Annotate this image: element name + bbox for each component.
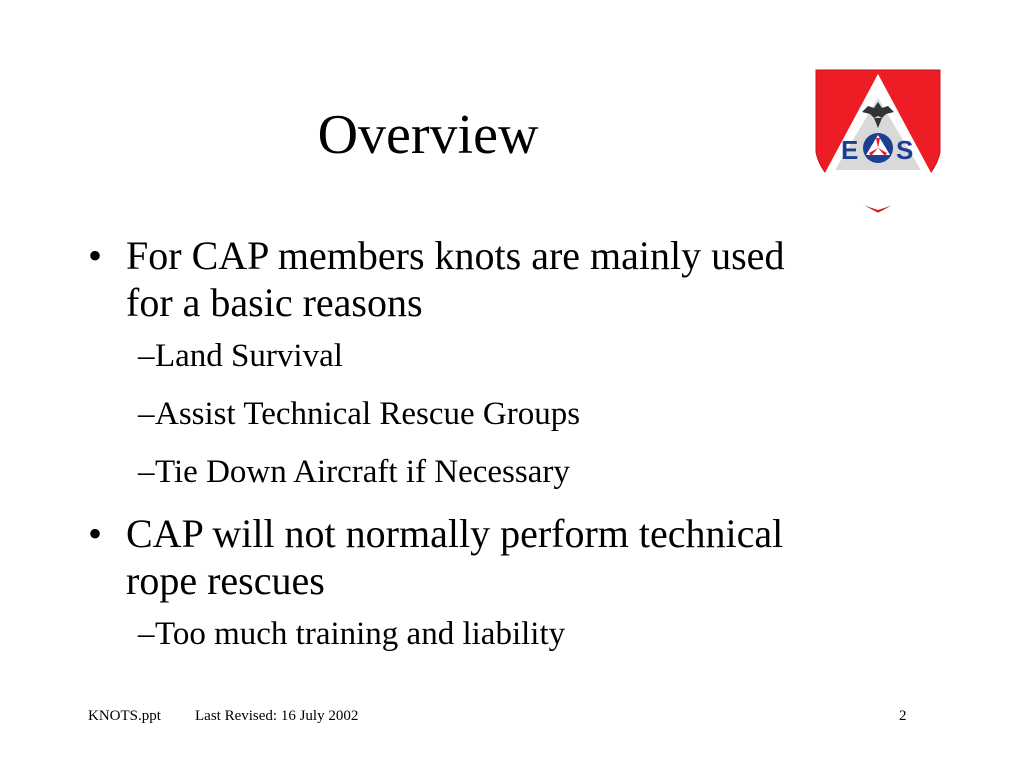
bullet-item-1 [88, 232, 918, 326]
sub-item-text: Land Survival [155, 338, 343, 374]
sub-item-tie-down [88, 452, 918, 492]
ces-emergency-services-shield-icon [810, 66, 946, 214]
emergency-services-logo [810, 66, 946, 214]
sub-item-text: Too much training and liability [155, 616, 566, 652]
sub-item-text: Tie Down Aircraft if Necessary [155, 454, 570, 490]
bullet-text-2a: CAP will not normally perform technical [126, 511, 784, 556]
bullet-icon: • [88, 233, 103, 278]
footer-filename: KNOTS.ppt [88, 708, 161, 724]
bullet-list [88, 232, 918, 672]
logo-letter-s: S [896, 135, 914, 165]
footer-revised-date: Last Revised: 16 July 2002 [195, 708, 359, 724]
sub-item-text: Assist Technical Rescue Groups [155, 396, 581, 432]
dash-icon: – [138, 338, 155, 374]
slide-title: Overview [317, 104, 539, 166]
dash-icon: – [138, 454, 155, 490]
sub-item-land-survival [88, 336, 918, 376]
bullet-icon: • [88, 511, 103, 556]
bullet-item-2 [88, 510, 918, 604]
dash-icon: – [138, 396, 155, 432]
logo-letter-e: E [841, 135, 859, 165]
bullet-text-2b: rope rescues [126, 558, 325, 603]
bullet-text-1a: For CAP members knots are mainly used [126, 233, 785, 278]
bullet-text-1b: for a basic reasons [126, 280, 423, 325]
footer-page-number: 2 [899, 708, 907, 724]
dash-icon: – [138, 616, 155, 652]
sub-item-training-liability [88, 614, 918, 654]
sub-item-assist-rescue [88, 394, 918, 434]
